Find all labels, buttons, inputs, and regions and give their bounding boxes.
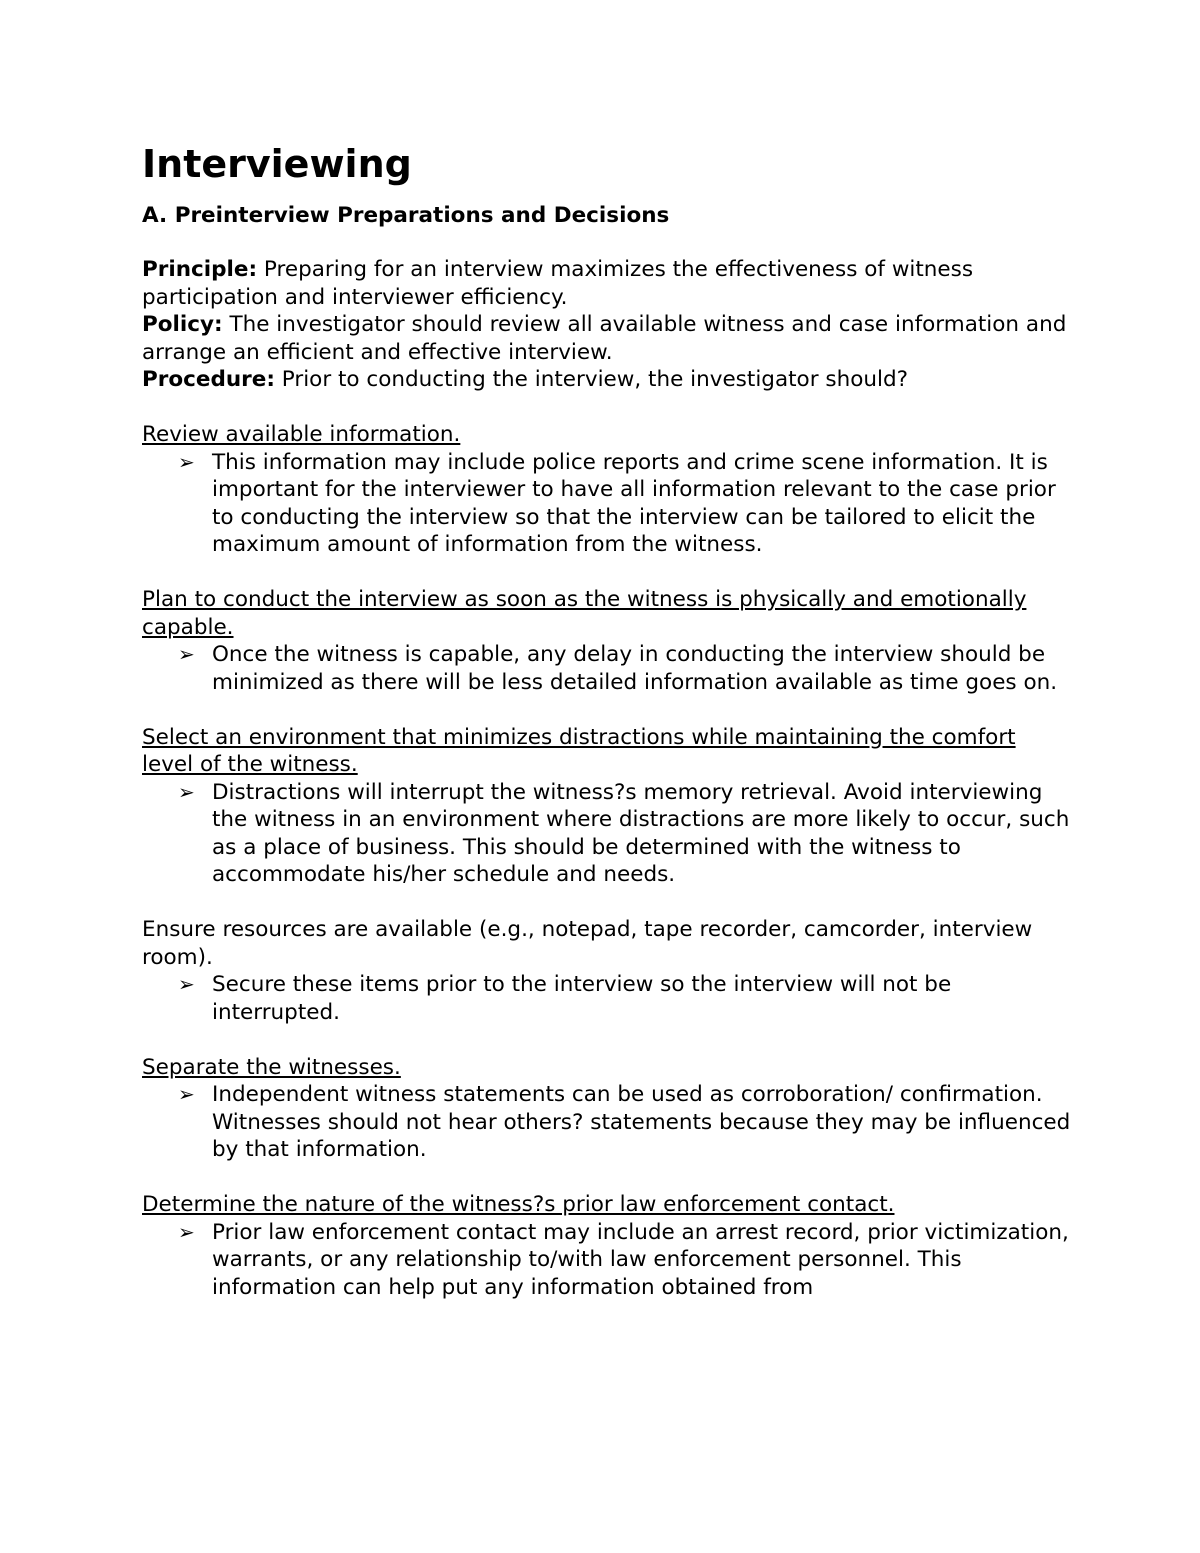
arrow-bullet-icon: ➢ — [178, 779, 195, 804]
arrow-bullet-icon: ➢ — [178, 972, 195, 996]
procedure-text: Prior to conducting the interview, the investigator should? — [274, 367, 909, 392]
bullet-text: This information may include police reports and crime scene information. It is important for the interviewer to have all information relevant to the case prior to conducting the interview so that the interview can be tailored to elicit the maximum amount of information from the witness. — [212, 449, 1056, 557]
step-title: Determine the nature of the witness?s prior law enforcement contact. — [142, 1192, 895, 1217]
arrow-bullet-icon: ➢ — [178, 1219, 195, 1244]
procedure-label: Procedure: — [142, 367, 275, 392]
spacer — [142, 394, 1072, 422]
spacer — [142, 1164, 1072, 1192]
spacer — [142, 696, 1072, 724]
bullet-item — [142, 779, 1072, 889]
step-title: Plan to conduct the interview as soon as the witness is physically and emotionally capable. — [142, 587, 1027, 640]
section-heading: A. Preinterview Preparations and Decisions — [142, 203, 670, 228]
principle-label: Principle: — [142, 257, 258, 282]
step-title: Review available information. — [142, 422, 461, 447]
bullet-text: Secure these items prior to the interview so the interview will not be interrupted. — [212, 972, 952, 1025]
document-title: Interviewing — [142, 142, 412, 186]
step-prior-contact — [142, 1191, 1072, 1301]
step-title: Select an environment that minimizes distractions while maintaining the comfort level of the witness. — [142, 724, 1016, 777]
step-plan — [142, 586, 1072, 696]
bullet-item — [142, 1081, 1072, 1164]
policy-label: Policy: — [142, 312, 223, 337]
bullet-text: Independent witness statements can be used as corroboration/ confirmation. Witnesses should not hear others? statements because they may be influenced by that information. — [212, 1082, 1071, 1162]
spacer — [142, 889, 1072, 917]
step-title: Separate the witnesses. — [142, 1054, 401, 1080]
principle-paragraph — [142, 256, 1072, 311]
step-review — [142, 421, 1072, 559]
procedure-paragraph — [142, 366, 1072, 394]
step-separate — [142, 1054, 1072, 1164]
bullet-text: Once the witness is capable, any delay in conducting the interview should be minimized as there will be less detailed information available as time goes on. — [212, 642, 1058, 695]
step-resources — [142, 916, 1072, 1026]
step-environment — [142, 724, 1072, 889]
arrow-bullet-icon: ➢ — [178, 449, 195, 474]
spacer — [142, 559, 1072, 587]
step-title: Ensure resources are available (e.g., notepad, tape recorder, camcorder, interview room). — [142, 917, 1033, 970]
bullet-item — [142, 641, 1072, 696]
policy-paragraph — [142, 311, 1072, 366]
bullet-text: Distractions will interrupt the witness?s memory retrieval. Avoid interviewing the witness in an environment where distractions are more likely to occur, such as a place of business. This should be determined with the witness to accommodate his/her schedule and needs. — [212, 779, 1070, 887]
bullet-text: Prior law enforcement contact may include an arrest record, prior victimization, warrants, or any relationship to/with law enforcement personnel. This information can help put any information obtained from — [212, 1219, 1069, 1300]
principle-text: Preparing for an interview maximizes the effectiveness of witness participation and interviewer efficiency. — [142, 257, 974, 310]
spacer — [142, 1026, 1072, 1054]
arrow-bullet-icon: ➢ — [178, 1082, 195, 1106]
bullet-item — [142, 1219, 1072, 1302]
document-page — [142, 140, 1072, 1301]
bullet-item — [142, 449, 1072, 559]
policy-text: The investigator should review all available witness and case information and arrange an efficient and effective interview. — [142, 312, 1067, 365]
arrow-bullet-icon: ➢ — [178, 642, 195, 666]
bullet-item — [142, 971, 1072, 1026]
